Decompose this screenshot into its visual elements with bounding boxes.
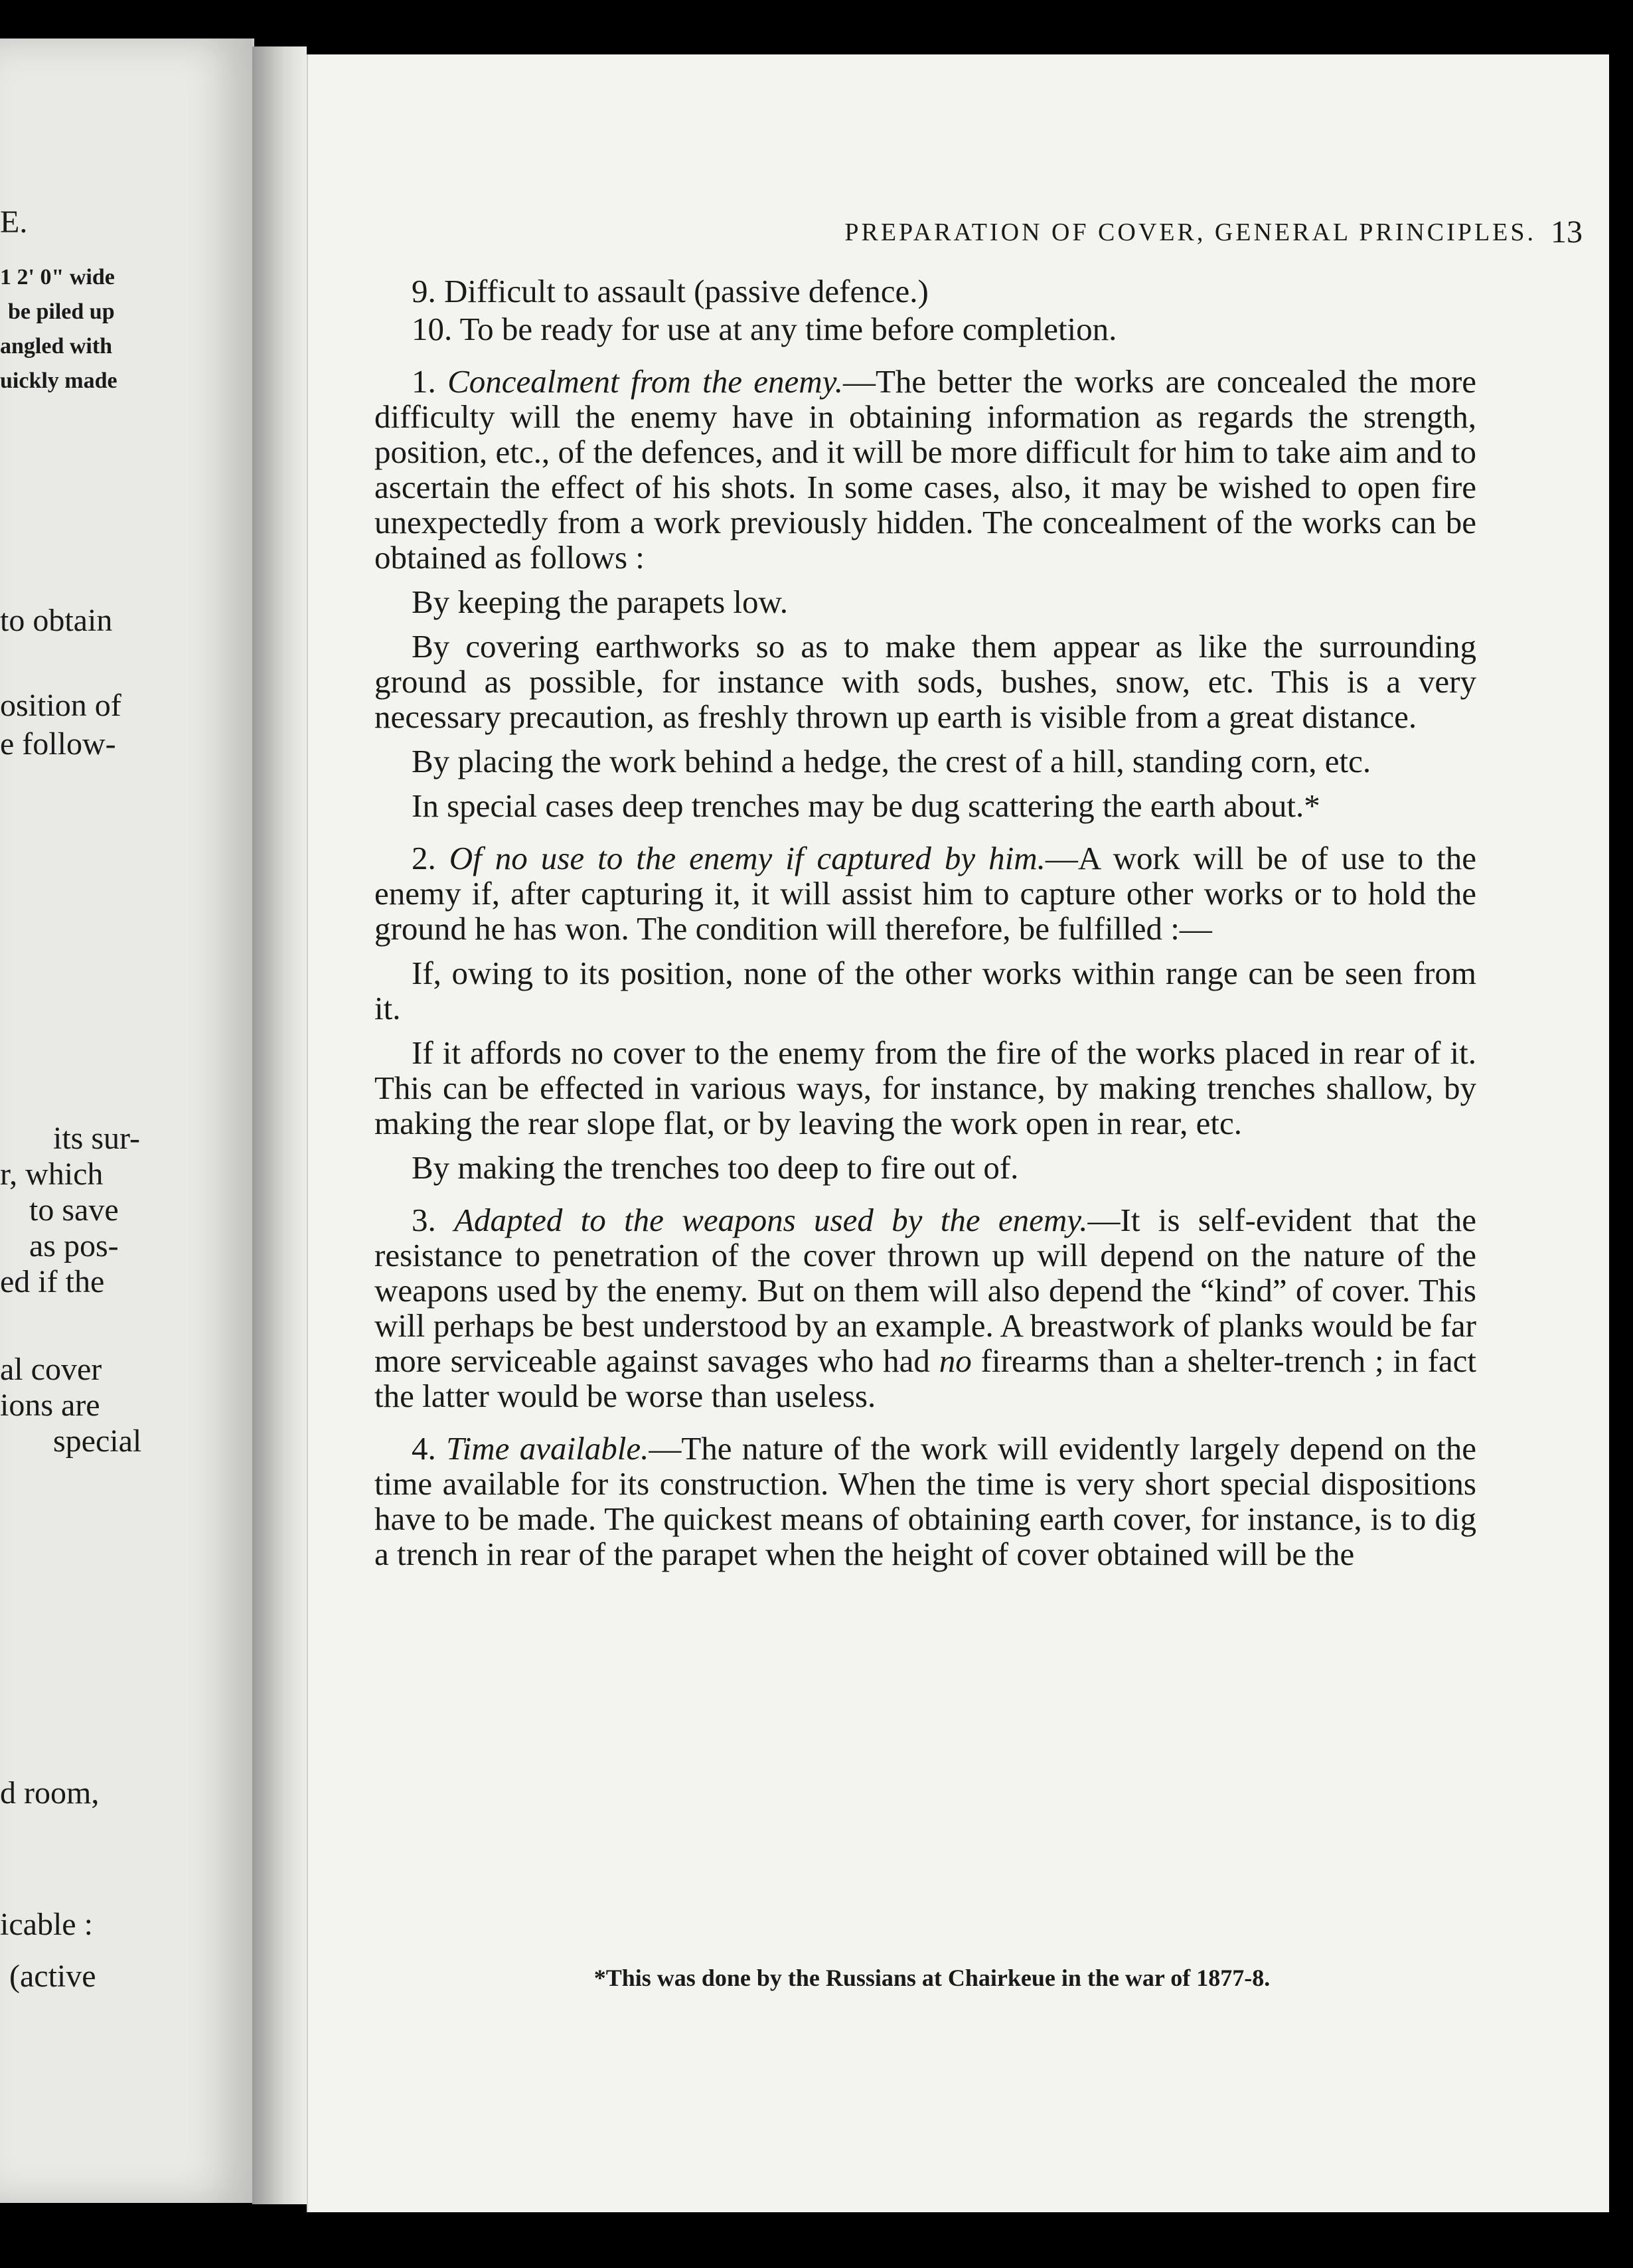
paragraph: If it affords no cover to the enemy from the fire of the works placed in rear of it. This can be effected in various ways, for instance, by making trenches shallow, by making the rear slope flat, or by leaving the work open in rear, etc. bbox=[374, 1034, 1476, 1141]
left-fragment: to save bbox=[29, 1192, 119, 1228]
left-fragment: E. bbox=[0, 204, 28, 240]
section-3 bbox=[374, 1202, 1476, 1414]
section-title: Of no use to the enemy if captured by him. bbox=[449, 840, 1046, 876]
section-text: —The better the works are concealed the more difficulty will the enemy have in obtaining information as regards the strength, position, etc., of the defences, and it will be more difficult for him to take aim and to ascertain the effect of his shots. In some cases, also, it may be wished to open fire unexpectedly from a work previously hidden. The concealment of the works can be obtained as follows : bbox=[374, 363, 1477, 576]
left-fragment: ed if the bbox=[0, 1264, 105, 1299]
left-fragment: to obtain bbox=[0, 603, 113, 638]
left-fragment: uickly made bbox=[0, 368, 117, 393]
left-fragment: ions are bbox=[0, 1388, 100, 1423]
emphasis: no bbox=[939, 1342, 972, 1379]
left-fragment: e follow- bbox=[0, 726, 116, 762]
book-gutter bbox=[252, 46, 307, 2204]
paragraph: In special cases deep trenches may be dug scattering the earth about.* bbox=[412, 787, 1320, 824]
left-fragment: angled with bbox=[0, 334, 113, 359]
left-fragment: as pos- bbox=[29, 1228, 119, 1263]
left-page bbox=[0, 39, 254, 2203]
section-2 bbox=[374, 841, 1476, 946]
left-fragment: osition of bbox=[0, 688, 121, 723]
section-number: 3. bbox=[412, 1202, 436, 1238]
left-fragment: icable : bbox=[0, 1907, 93, 1942]
list-item: 9. Difficult to assault (passive defence.) bbox=[412, 273, 929, 309]
section-text: firearms than a shelter-trench ; in fact the latter would be worse than useless. bbox=[374, 1342, 1476, 1414]
left-fragment: special bbox=[53, 1423, 142, 1459]
section-text: —The nature of the work will evidently largely depend on the time available for its construction. When the time is very short special dispositions have to be made. The quickest means of obtaining earth cover, for instance, is to dig a trench in rear of the parapet when the height of cover obtained will be the bbox=[374, 1430, 1477, 1572]
section-number: 4. bbox=[412, 1430, 436, 1467]
left-fragment: be piled up bbox=[8, 299, 115, 324]
section-title: Time available. bbox=[446, 1430, 649, 1467]
section-number: 2. bbox=[412, 840, 436, 876]
page-number: 13 bbox=[1551, 214, 1583, 250]
paragraph: By making the trenches too deep to fire out of. bbox=[412, 1149, 1019, 1186]
left-fragment: r, which bbox=[0, 1157, 104, 1192]
footnote: *This was done by the Russians at Chairkeue in the war of 1877-8. bbox=[593, 1965, 1271, 1991]
paragraph: By keeping the parapets low. bbox=[412, 584, 788, 620]
section-text: —It is self-evident that the resistance to penetration of the cover thrown up will depend on the nature of the weapons used by the enemy. But on them will also depend the “kind” of cover. This will perhaps be best understood by an example. A breastwork of planks would be far more serviceable against savages who had bbox=[374, 1202, 1476, 1379]
left-fragment: (active bbox=[9, 1959, 96, 1994]
page-body bbox=[374, 274, 1476, 1581]
paragraph: By placing the work behind a hedge, the crest of a hill, standing corn, etc. bbox=[412, 743, 1371, 779]
list-item: 10. To be ready for use at any time before completion. bbox=[412, 311, 1117, 347]
left-fragment: d room, bbox=[0, 1775, 100, 1811]
section-1 bbox=[374, 364, 1476, 575]
section-title: Concealment from the enemy. bbox=[447, 363, 843, 400]
section-4 bbox=[374, 1431, 1476, 1572]
right-page bbox=[307, 54, 1609, 2212]
running-header: PREPARATION OF COVER, GENERAL PRINCIPLES. bbox=[844, 218, 1536, 246]
left-fragment: al cover bbox=[0, 1352, 102, 1387]
left-fragment: 1 2' 0" wide bbox=[0, 265, 115, 289]
section-text: —A work will be of use to the enemy if, after capturing it, it will assist him to capture other works or to hold the ground he has won. The condition will therefore, be fulfilled :— bbox=[374, 840, 1476, 947]
paragraph: If, owing to its position, none of the other works within range can be seen from it. bbox=[374, 955, 1476, 1026]
paragraph: By covering earthworks so as to make them appear as like the surrounding ground as possible, for instance with sods, bushes, snow, etc. This is a very necessary precaution, as freshly thrown up earth is visible from a great distance. bbox=[374, 628, 1476, 735]
section-number: 1. bbox=[412, 363, 436, 400]
left-fragment: its sur- bbox=[53, 1121, 141, 1156]
section-title: Adapted to the weapons used by the enemy. bbox=[454, 1202, 1088, 1238]
